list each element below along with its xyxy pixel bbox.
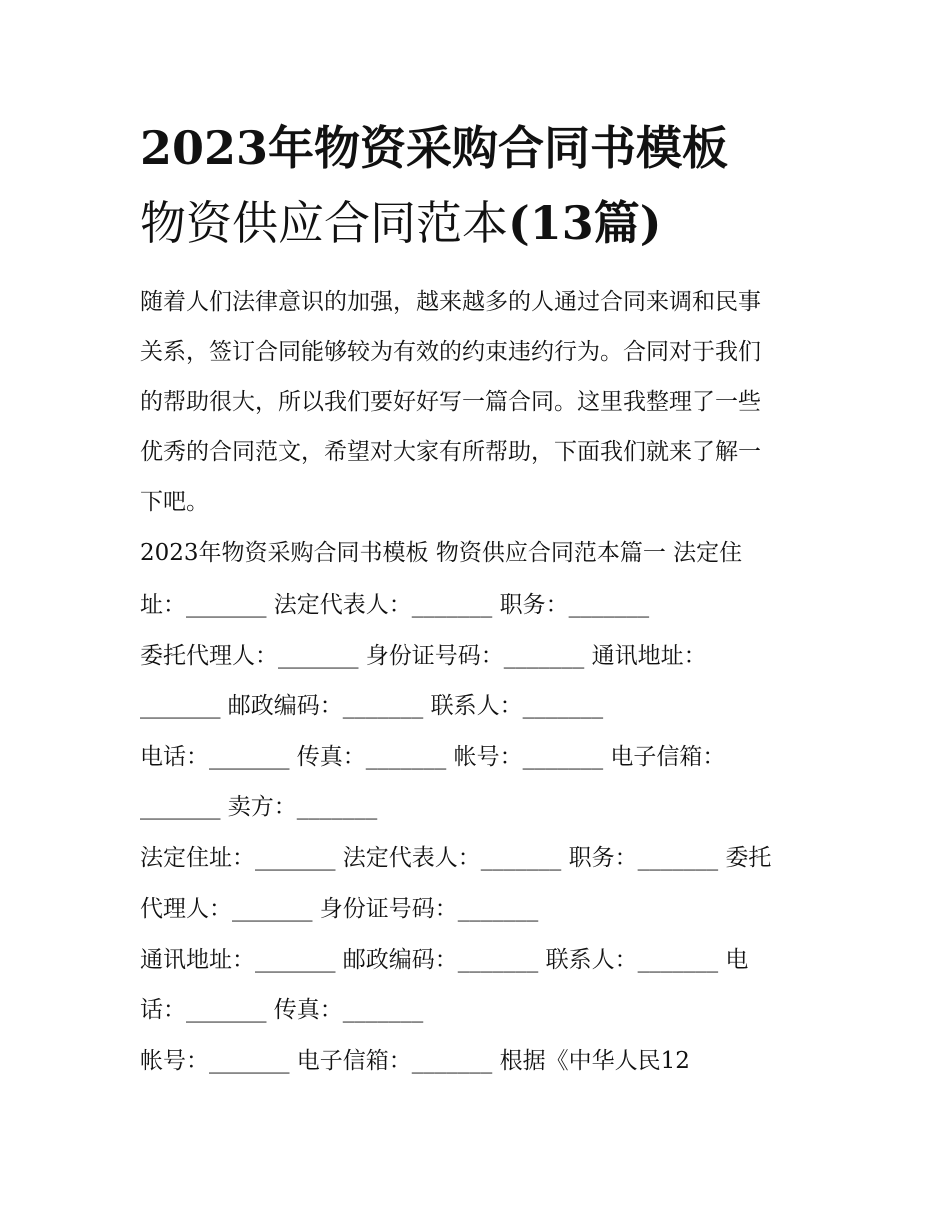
body-line-6: _______ 卖方：_______	[140, 794, 378, 820]
body-line-10: 话：_______ 传真：_______	[140, 997, 424, 1023]
body-line-7: 法定住址：_______ 法定代表人：_______ 职务：_______ 委托	[140, 845, 772, 871]
body-line-5: 电话：_______ 传真：_______ 帐号：_______ 电子信箱：	[140, 744, 726, 770]
body-line-2: 址：_______ 法定代表人：_______ 职务：_______	[140, 592, 650, 618]
intro-line-3: 的帮助很大，所以我们要好好写一篇合同。这里我整理了一些	[140, 389, 761, 415]
body-line-9: 通讯地址：_______ 邮政编码：_______ 联系人：_______ 电	[140, 947, 749, 973]
document-title-line-2-suffix: (13篇)	[508, 196, 662, 250]
body-line-4: _______ 邮政编码：_______ 联系人：_______	[140, 693, 604, 719]
document-title-line-1: 2023年物资采购合同书模板	[140, 121, 729, 175]
intro-line-5: 下吧。	[140, 489, 209, 515]
body-line-8: 代理人：_______ 身份证号码：_______	[140, 896, 539, 922]
intro-line-4: 优秀的合同范文，希望对大家有所帮助，下面我们就来了解一	[140, 439, 761, 465]
document-title-line-2-text: 物资供应合同范本	[140, 196, 508, 250]
intro-line-2: 关系，签订合同能够较为有效的约束违约行为。合同对于我们	[140, 339, 761, 365]
document-title-line-2	[140, 198, 830, 248]
body-line-1: 2023年物资采购合同书模板 物资供应合同范本篇一 法定住	[140, 540, 743, 566]
intro-line-1: 随着人们法律意识的加强，越来越多的人通过合同来调和民事	[140, 289, 761, 315]
body-line-3: 委托代理人：_______ 身份证号码：_______ 通讯地址：	[140, 643, 707, 669]
body-line-11: 帐号：_______ 电子信箱：_______ 根据《中华人民12	[140, 1048, 690, 1074]
